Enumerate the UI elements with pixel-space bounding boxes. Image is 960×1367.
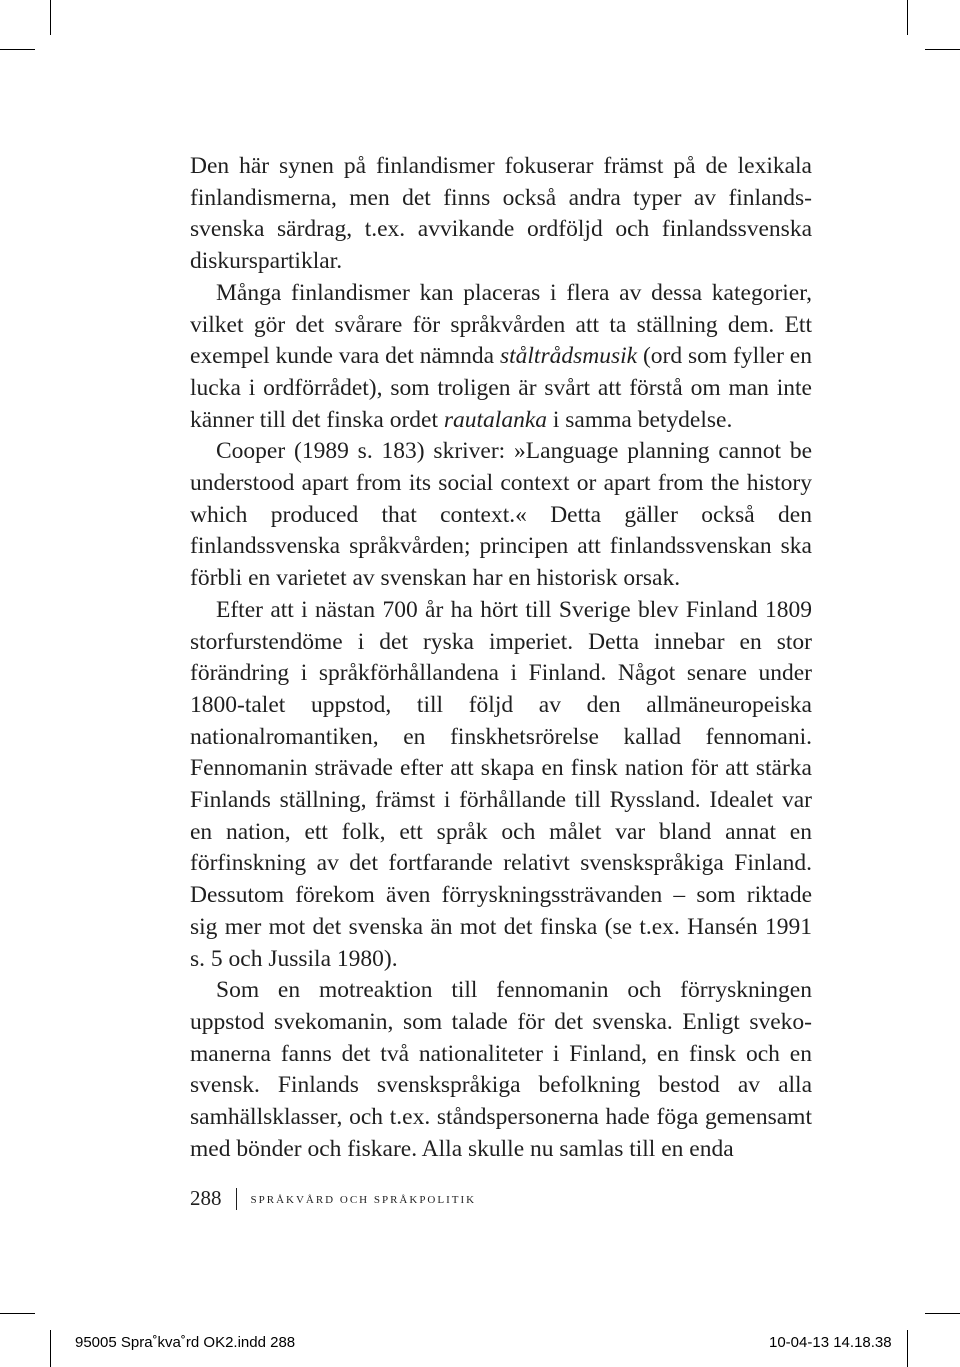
crop-mark-bottom-left-h (0, 1313, 35, 1314)
paragraph: Efter att i nästan 700 år ha hört till Sverige blev Finland 1809 storfurstendöme i det ryska imperiet. Detta innebar en stor förändring i språkförhållandena i Finland. Något senare under 1800-talet uppstod, till följd av den allmäneuropeiska nationalromantiken, en finskhetsrörelse kallad fennomani. Fennomanin strävade efter att skapa en finsk nation för att stärka Finlands ställning, främst i förhållande till Ryssland. Idealet var en nation, ett folk, ett språk och målet var bland annat en förfinskning av det fortfarande relativt svenskspråkiga Finland. Dessutom förekom även förryskningssträvanden – som riktade sig mer mot det svenska än mot det finska (se t.ex. Hansén 1991 s. 5 och Jussila 1980). (190, 596, 812, 972)
paragraph: Många finlandismer kan placeras i flera av dessa kategorier, vilket gör det svårare för språkvården att ta ställning dem. Ett exempel kunde vara det nämnda ståltrådsmusik (ord som fyller en lucka i ordförrådet), som troligen är svårt att förstå om man inte känner till det finska ordet rautalanka i samma betydelse. (190, 279, 812, 433)
italic-term: rautalanka (443, 406, 547, 433)
page-footer (190, 1186, 476, 1211)
crop-mark-bottom-right (907, 1330, 908, 1367)
slug-timestamp: 10-04-13 14.18.38 (769, 1334, 892, 1351)
paragraph: Som en motreaktion till fennomanin och förryskningen uppstod svekomanin, som talade för det svenska. Enligt svekomanerna fanns det två nationaliteter i Finland, en finsk och en svensk. Finlands svenskspråkiga befolkning bestod av alla samhällsklasser, och t.ex. ståndspersonerna hade föga gemensamt med bönder och fiskare. Alla skulle nu samlas till en enda (190, 977, 812, 1162)
crop-mark-top-left-h (0, 49, 35, 50)
crop-mark-top-right-h (925, 49, 960, 50)
crop-mark-top-left (50, 0, 51, 35)
page-number: 288 (190, 1186, 222, 1210)
crop-mark-bottom-left (50, 1330, 51, 1367)
italic-term: ståltrådsmusik (499, 343, 638, 370)
running-title: språkvård och språkpolitik (250, 1189, 477, 1207)
footer-divider (236, 1188, 237, 1210)
paragraph: Cooper (1989 s. 183) skriver: »Language planning cannot be understood apart from its social context or apart from the history which produced that context.« Detta gäller också den finlandssvenska språkvården; principen att finlandssvenskan ska förbli en varietet av svenskan har en historisk orsak. (190, 438, 812, 592)
crop-mark-top-right (907, 0, 908, 35)
paragraph: Den här synen på finlandismer fokuserar främst på de lexikala finlandismerna, men det finns också andra typer av finlandssvenska särdrag, t.ex. avvikande ordföljd och finlandssvenska diskurspartiklar. (190, 153, 812, 275)
slug-file: 95005 Spra˚kva˚rd OK2.indd 288 (75, 1334, 296, 1351)
crop-mark-bottom-right-h (925, 1313, 960, 1314)
body-text (190, 151, 812, 1166)
